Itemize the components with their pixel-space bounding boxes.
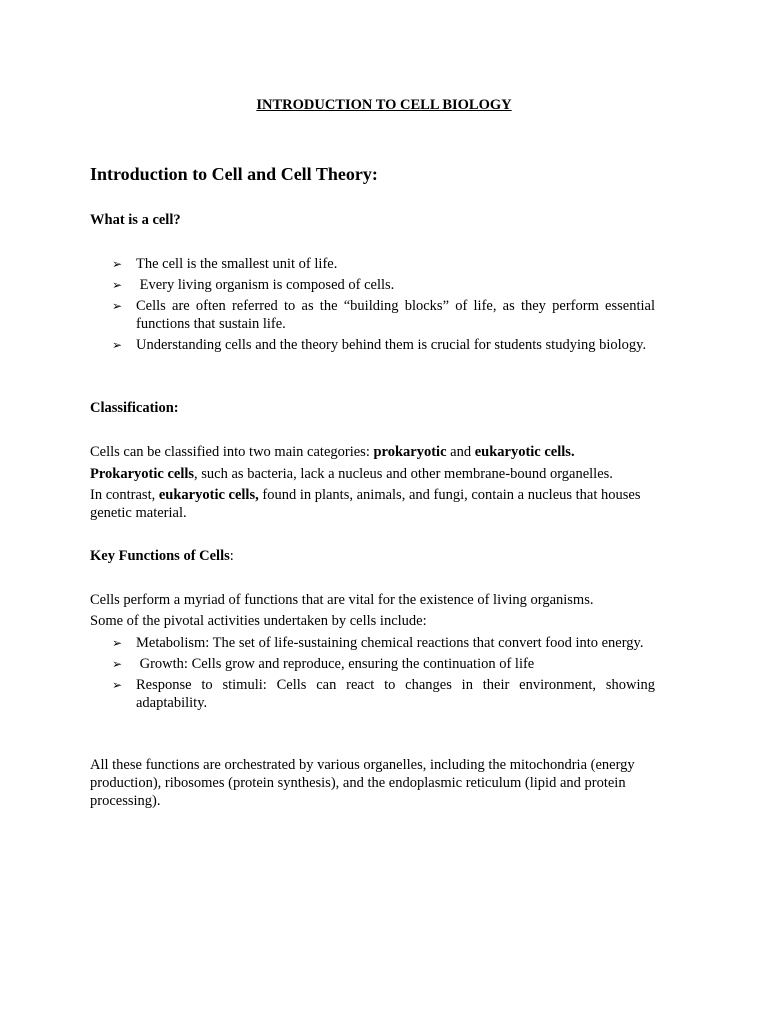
list-item-text: Response to stimuli: Cells can react to changes in their environment, showing adaptability. <box>136 677 655 711</box>
functions-paragraph-1: Cells perform a myriad of functions that are vital for the existence of living organisms. <box>90 592 594 608</box>
arrow-bullet-icon: ➢ <box>112 299 123 313</box>
list-item-text: Every living organism is composed of cells. <box>136 277 395 293</box>
arrow-bullet-icon: ➢ <box>112 338 123 352</box>
arrow-bullet-icon: ➢ <box>112 636 123 650</box>
list-item-text: The cell is the smallest unit of life. <box>136 256 338 272</box>
what-is-cell-heading: What is a cell? <box>90 212 181 228</box>
text-run: , such as bacteria, lack a nucleus and other membrane-bound organelles. <box>194 466 613 482</box>
list-item <box>112 297 655 333</box>
bold-term: eukaryotic cells, <box>158 487 259 503</box>
list-item-text: Metabolism: The set of life-sustaining chemical reactions that convert food into energy. <box>136 635 644 651</box>
what-is-cell-list <box>112 255 655 354</box>
functions-paragraph-2: Some of the pivotal activities undertaken by cells include: <box>90 613 427 629</box>
text-run: In contrast, <box>90 487 159 503</box>
heading-text: Key Functions of Cells <box>90 548 230 564</box>
arrow-bullet-icon: ➢ <box>112 257 123 271</box>
list-item <box>112 255 655 273</box>
heading-colon: : <box>229 548 234 564</box>
classification-paragraph-3 <box>90 486 655 522</box>
bold-term: prokaryotic <box>373 444 447 460</box>
closing-paragraph: All these functions are orchestrated by various organelles, including the mitochondria (energy production), ribosomes (protein synthesis), and the endoplasmic reticulum (lipid and protein processing). <box>90 757 635 809</box>
arrow-bullet-icon: ➢ <box>112 657 123 671</box>
arrow-bullet-icon: ➢ <box>112 678 123 692</box>
arrow-bullet-icon: ➢ <box>112 278 123 292</box>
bold-term: Prokaryotic cells <box>90 466 195 482</box>
list-item-text: Understanding cells and the theory behind them is crucial for students studying biology. <box>136 337 647 353</box>
functions-heading <box>90 547 234 565</box>
document-title: INTRODUCTION TO CELL BIOLOGY <box>256 97 512 113</box>
list-item <box>112 276 655 294</box>
list-item <box>112 336 655 354</box>
classification-paragraph-1 <box>90 443 655 461</box>
classification-paragraph-2 <box>90 465 655 483</box>
section-heading: Introduction to Cell and Cell Theory: <box>90 164 378 184</box>
list-item-text: Cells are often referred to as the “building blocks” of life, as they perform essential functions that sustain life. <box>136 298 655 332</box>
bold-term: eukaryotic cells. <box>474 444 575 460</box>
list-item <box>112 634 655 652</box>
list-item <box>112 676 655 712</box>
text-run: and <box>446 444 475 460</box>
list-item-text: Growth: Cells grow and reproduce, ensuring the continuation of life <box>136 656 535 672</box>
classification-heading: Classification: <box>90 400 179 416</box>
text-run: Cells can be classified into two main categories: <box>90 444 374 460</box>
functions-list <box>112 634 655 712</box>
text-run: found in plants, animals, and fungi, contain a nucleus that houses genetic material. <box>90 487 641 521</box>
list-item <box>112 655 655 673</box>
